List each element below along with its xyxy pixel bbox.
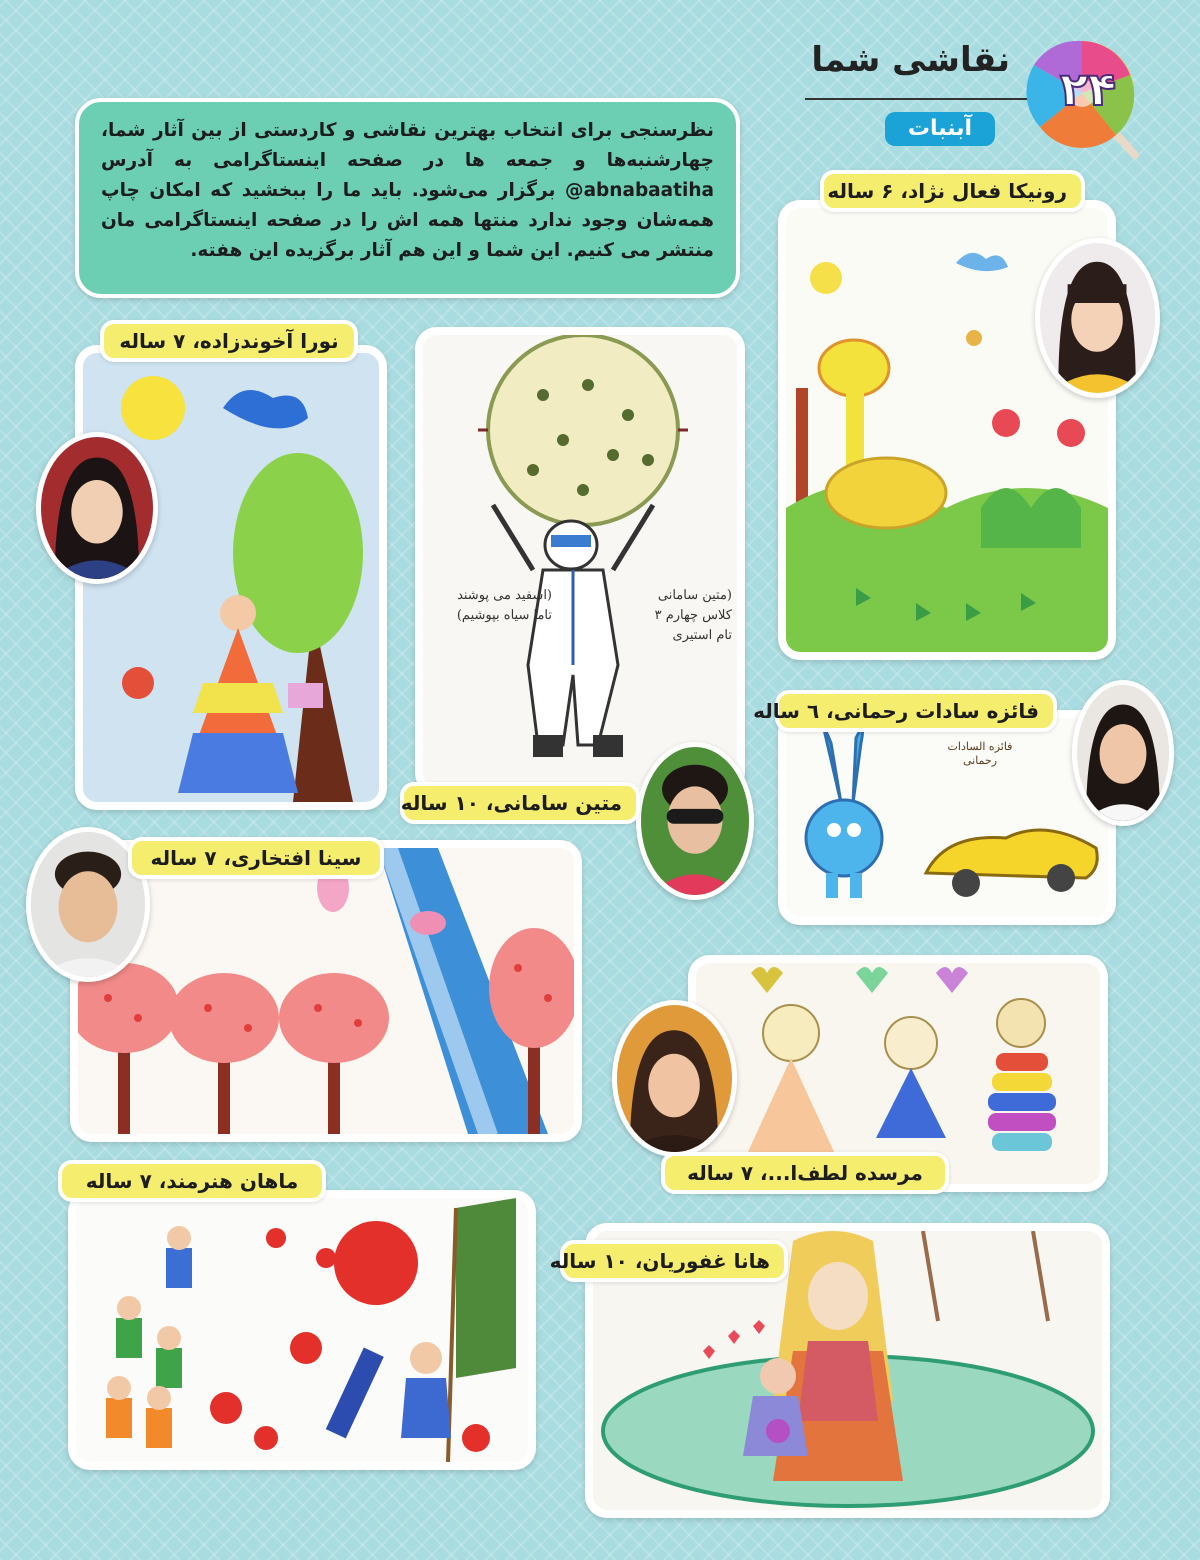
note-line-1: (متین سامانی xyxy=(657,588,732,603)
drawing-matin xyxy=(415,327,745,795)
drawing-note-matin-left xyxy=(432,586,552,626)
avatar-ronika xyxy=(1035,238,1160,398)
caption-hana: هانا غفوریان، ۱۰ ساله xyxy=(560,1240,788,1282)
caption-sina: سینا افتخاری، ۷ ساله xyxy=(128,837,384,879)
drawing-note-matin-right xyxy=(632,586,732,646)
page-title: نقاشی شما xyxy=(811,40,1010,80)
poll-notice: نظرسنجی برای انتخاب بهترین نقاشی و کاردستی از بین آثار شما، چهارشنبه‌ها و جمعه ها در صفحه اینستاگرامی به آدرس abnabaatiha@ برگزار می‌شود. باید ما را ببخشید که امکان چاپ همه‌شان وجود ندارد منتها همه اش را در صفحه اینستاگرامی مان منتشر می کنیم. این شما و این هم آثار برگزیده این هفته. xyxy=(75,98,740,298)
caption-noora: نورا آخوندزاده، ۷ ساله xyxy=(100,320,358,362)
caption-morsedeh: مرسده لطف‌ا...، ۷ ساله xyxy=(661,1152,949,1194)
drawing-note-faezeh: فائزه السادات رحمانی xyxy=(947,740,1013,767)
note-line-2: کلاس چهارم ۳ xyxy=(654,608,732,623)
page-number: ۲۴ xyxy=(1059,62,1117,116)
drawing-mahan xyxy=(68,1190,536,1470)
note-line-3: تام استیری xyxy=(672,628,732,643)
avatar-faezeh xyxy=(1072,680,1174,826)
title-underline xyxy=(805,98,1030,100)
caption-matin: متین سامانی، ۱۰ ساله xyxy=(400,782,640,824)
caption-faezeh: فائزه سادات رحمانی، ٦ ساله xyxy=(775,690,1057,732)
caption-ronika: رونیکا فعال نژاد، ۶ ساله xyxy=(820,170,1085,212)
drawing-noora xyxy=(75,345,387,810)
brand-logo: آبنبات xyxy=(885,112,995,146)
caption-mahan: ماهان هنرمند، ۷ ساله xyxy=(58,1160,326,1202)
avatar-matin xyxy=(636,742,754,900)
note-line-1: (اسفید می پوشند xyxy=(457,588,552,603)
avatar-morsedeh xyxy=(612,1000,737,1157)
avatar-noora xyxy=(36,432,158,584)
note-line-2: تاما سیاه بپوشیم) xyxy=(456,608,552,623)
